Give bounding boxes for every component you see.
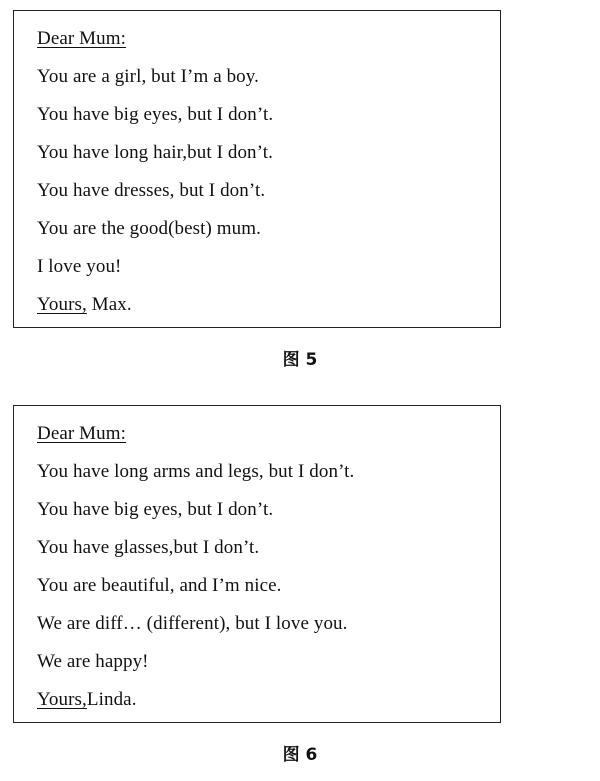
letter-line: You are the good(best) mum.	[37, 218, 261, 239]
letter-box-figure-6	[13, 405, 501, 723]
letter-line: I love you!	[37, 256, 122, 277]
letter-line: You have long hair,but I don’t.	[37, 142, 273, 163]
figure-caption-5: 图 5	[282, 350, 318, 370]
letter-line: You are a girl, but I’m a boy.	[37, 66, 259, 87]
closing-text: Yours,	[37, 689, 87, 710]
letter-closing	[37, 689, 137, 711]
letter-line: You have glasses,but I don’t.	[37, 537, 260, 558]
letter-line: You have dresses, but I don’t.	[37, 180, 266, 201]
signature-text: Max.	[86, 294, 132, 315]
signature-text: Linda.	[86, 689, 137, 710]
greeting-text: Dear Mum:	[37, 423, 127, 444]
letter-greeting	[37, 423, 126, 445]
letter-greeting	[37, 28, 126, 50]
letter-box-figure-5	[13, 10, 501, 328]
letter-line: We are diff… (different), but I love you.	[37, 613, 348, 634]
letter-line: You are beautiful, and I’m nice.	[37, 575, 282, 596]
greeting-text: Dear Mum:	[37, 28, 127, 49]
letter-line: You have long arms and legs, but I don’t.	[37, 461, 355, 482]
letter-line: You have big eyes, but I don’t.	[37, 104, 274, 125]
letter-closing	[37, 294, 132, 316]
letter-line: We are happy!	[37, 651, 149, 672]
figure-caption-6: 图 6	[282, 745, 318, 765]
closing-text: Yours,	[37, 294, 87, 315]
letter-line: You have big eyes, but I don’t.	[37, 499, 274, 520]
